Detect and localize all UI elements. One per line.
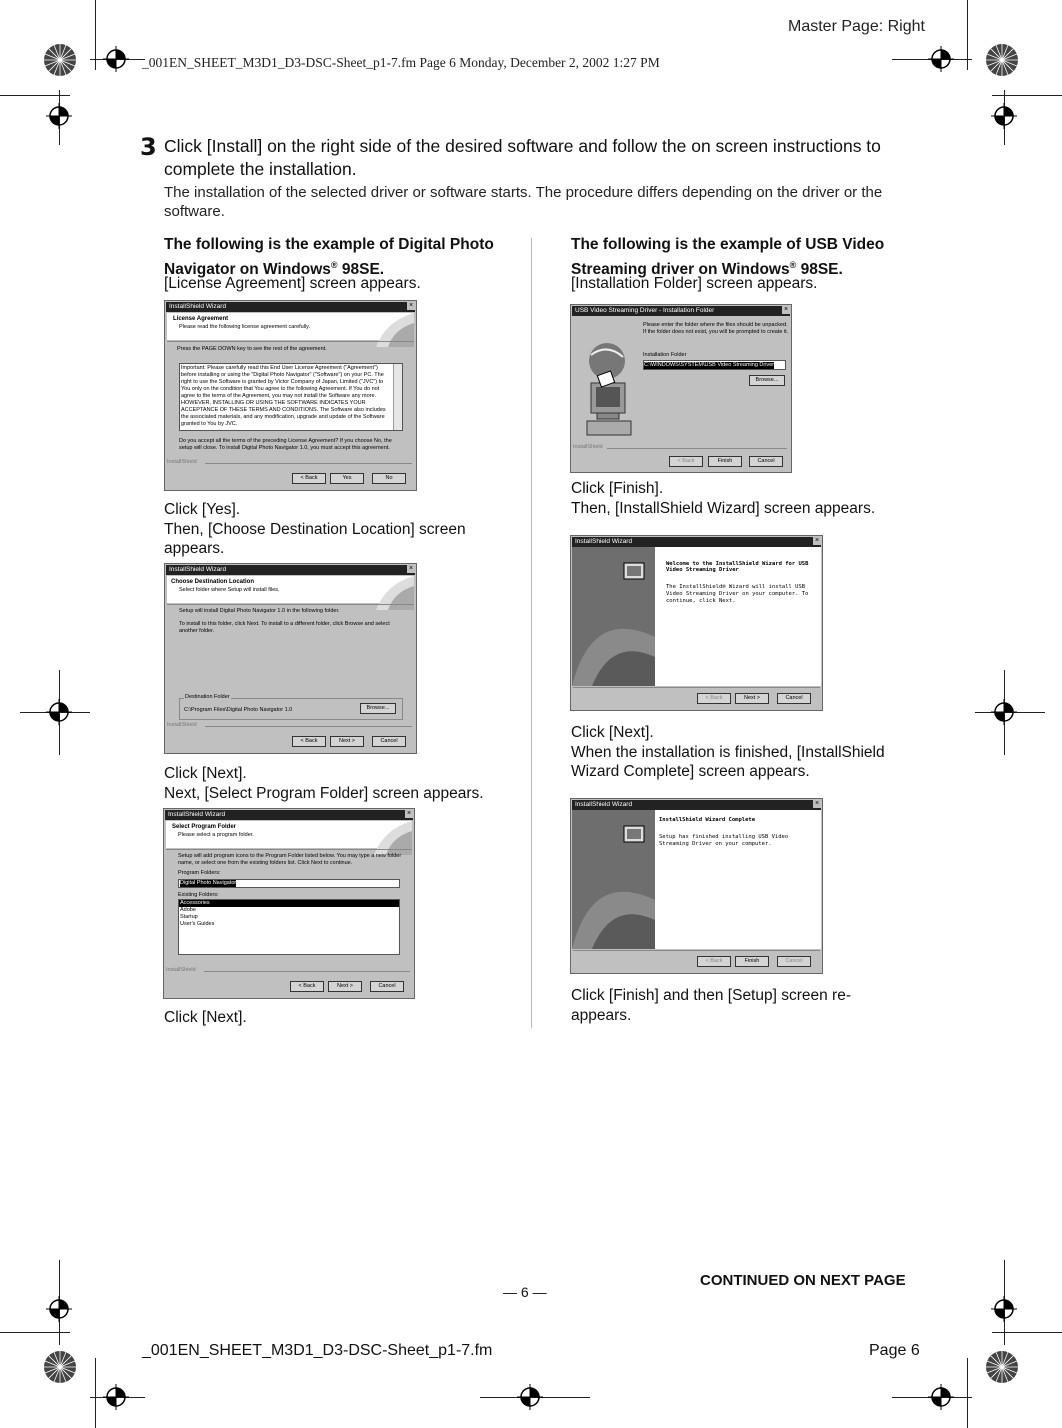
installshield-footer: InstallShield [573, 444, 603, 450]
dialog-titlebar: InstallShield Wizard [572, 800, 821, 810]
wizard-side-graphic [572, 547, 655, 686]
separator [205, 726, 412, 727]
dialog-header [167, 313, 414, 340]
back-button[interactable]: < Back [292, 473, 326, 484]
program-folder-input[interactable] [178, 879, 400, 888]
starburst-target-icon [43, 43, 77, 77]
welcome-heading: Welcome to the InstallShield Wizard for USB Video Streaming Driver [666, 561, 809, 573]
footer-page-label: Page 6 [869, 1342, 920, 1359]
registered-mark: ® [789, 260, 797, 270]
program-folder-value: Digital Photo Navigator [180, 880, 237, 886]
license-text-box[interactable] [179, 363, 403, 431]
program-folders-label: Program Folders: [178, 870, 221, 876]
back-button[interactable]: < Back [697, 693, 731, 704]
right-heading-text: Streaming driver on Windows [571, 261, 790, 279]
installation-folder-label: Installation Folder [643, 352, 687, 358]
registration-mark-icon [103, 46, 129, 72]
create-folder-hint: If the folder does not exist, you will be prompted to create it. [643, 329, 789, 335]
cancel-button[interactable]: Cancel [749, 456, 783, 467]
browse-button[interactable]: Browse... [749, 375, 785, 386]
program-folder-appears-text: Next, [Select Program Folder] screen appears. [164, 784, 484, 802]
right-heading-line1: The following is the example of USB Video [571, 236, 885, 253]
welcome-panel [655, 547, 821, 686]
dialog-heading: Select Program Folder [172, 824, 237, 830]
crop-line [992, 95, 1062, 96]
right-heading-version: 98SE. [796, 261, 843, 279]
accept-question: Do you accept all the terms of the preceding License Agreement? If you choose No, the setup will close. To install Digital Photo Navigator 1.0, you must accept this agreement. [179, 438, 392, 451]
destination-group [179, 694, 403, 720]
dialog-titlebar: InstallShield Wizard [166, 302, 415, 312]
no-button[interactable]: No [372, 473, 406, 484]
registration-mark-icon [928, 1384, 954, 1410]
cancel-button[interactable]: Cancel [777, 693, 811, 704]
close-icon: × [406, 810, 412, 817]
unpack-instruction: Please enter the folder where the files should be unpacked. [643, 322, 788, 328]
starburst-target-icon [985, 1350, 1019, 1384]
registration-mark-icon [991, 699, 1017, 725]
dialog-titlebar: InstallShield Wizard [165, 810, 413, 820]
welcome-body: The InstallShield® Wizard will install USB Video Streaming Driver on your computer. To continue, click Next. [666, 584, 809, 604]
folder-list-item[interactable]: Adobe [180, 907, 196, 913]
footer-file-name: _001EN_SHEET_M3D1_D3-DSC-Sheet_p1-7.fm [142, 1342, 493, 1359]
folder-list-item[interactable]: Accessories [179, 900, 399, 907]
close-icon: × [408, 302, 414, 309]
installshield-footer: InstallShield [167, 722, 197, 728]
dialog-heading: License Agreement [173, 316, 229, 322]
installation-folder-path: C:\WINDOWS\SYSTEM\USB Video Streaming Driver [644, 362, 775, 368]
installation-folder-screenshot [570, 304, 792, 473]
next-button[interactable]: Next > [330, 736, 364, 747]
starburst-target-icon [43, 1350, 77, 1384]
registration-mark-icon [46, 1296, 72, 1322]
dialog-header [166, 821, 412, 848]
separator [166, 849, 412, 850]
dialog-titlebar: USB Video Streaming Driver - Installation Folder [572, 306, 790, 316]
cancel-button[interactable]: Cancel [372, 736, 406, 747]
dialog-subheading: Please select a program folder. [178, 832, 254, 838]
destination-appears-text: Then, [Choose Destination Location] screen appears. [164, 520, 466, 557]
click-finish-text: Click [Finish]. [571, 480, 664, 497]
next-button[interactable]: Next > [328, 981, 362, 992]
back-button[interactable]: < Back [292, 736, 326, 747]
registration-mark-icon [928, 46, 954, 72]
step-instruction: Click [Install] on the right side of the desired software and follow the on screen instructions to complete the installation. [164, 136, 881, 179]
starburst-target-icon [985, 43, 1019, 77]
welcome-wizard-screenshot [570, 535, 823, 711]
next-button[interactable]: Next > [735, 693, 769, 704]
installshield-footer: InstallShield [166, 967, 196, 973]
left-after-shot1 [164, 500, 514, 559]
crop-line [967, 1358, 968, 1428]
cancel-button[interactable]: Cancel [777, 956, 811, 967]
wizard-appears-text: Then, [InstallShield Wizard] screen appears. [571, 499, 876, 517]
computer-globe-icon [577, 323, 637, 441]
column-divider [531, 238, 532, 1028]
registration-mark-icon [103, 1384, 129, 1410]
back-button[interactable]: < Back [669, 456, 703, 467]
separator [573, 950, 820, 951]
existing-folders-label: Existing Folders: [178, 892, 219, 898]
right-after-shot1 [571, 479, 921, 518]
cancel-button[interactable]: Cancel [370, 981, 404, 992]
registration-mark-icon [991, 103, 1017, 129]
dialog-titlebar: InstallShield Wizard [572, 537, 821, 547]
crop-line [992, 1332, 1062, 1333]
close-icon: × [783, 306, 789, 313]
left-heading-text: Navigator on Windows [164, 261, 331, 279]
complete-heading: InstallShield Wizard Complete [659, 817, 756, 823]
close-icon: × [408, 565, 414, 572]
right-after-shot3: Click [Finish] and then [Setup] screen re-appears. [571, 987, 851, 1024]
license-intro: [License Agreement] screen appears. [164, 275, 421, 292]
page-down-hint: Press the PAGE DOWN key to see the rest of the agreement. [177, 346, 327, 352]
back-button[interactable]: < Back [290, 981, 324, 992]
wizard-side-graphic [572, 810, 655, 949]
page-number: — 6 — [503, 1284, 547, 1300]
separator [205, 463, 412, 464]
crop-line [0, 1332, 70, 1333]
installshield-footer: InstallShield [167, 459, 197, 465]
step-number: 3 [140, 133, 157, 161]
finish-button[interactable]: Finish [735, 956, 769, 967]
left-heading-version: 98SE. [337, 261, 385, 279]
close-icon: × [814, 800, 820, 807]
click-next-text: Click [Next]. [164, 765, 247, 782]
install-folder-intro: [Installation Folder] screen appears. [571, 275, 818, 292]
left-heading-line1: The following is the example of Digital Photo [164, 236, 494, 253]
dialog-subheading: Please read the following license agreement carefully. [179, 324, 311, 330]
folder-list-item[interactable]: Startup [180, 914, 198, 920]
left-after-shot2 [164, 764, 524, 803]
program-folder-hint: Setup will add program icons to the Program Folder listed below. You may type a new folder name, or select one from the existing folders list. Click Next to continue. [178, 853, 402, 866]
wizard-complete-screenshot [570, 798, 823, 974]
separator [167, 604, 414, 605]
registration-mark-icon [46, 699, 72, 725]
click-yes-text: Click [Yes]. [164, 501, 241, 518]
close-icon: × [814, 537, 820, 544]
click-next-text: Click [Next]. [571, 724, 654, 741]
registration-mark-icon [517, 1384, 543, 1410]
crop-line [95, 1358, 96, 1428]
license-agreement-screenshot [164, 300, 417, 491]
wizard-complete-appears-text: When the installation is finished, [InstallShield Wizard Complete] screen appears. [571, 743, 885, 780]
separator [607, 448, 787, 449]
install-location-text: Setup will install Digital Photo Navigator 1.0 in the following folder. [179, 608, 340, 614]
left-after-shot3: Click [Next]. [164, 1009, 247, 1026]
complete-panel [655, 810, 821, 949]
separator [167, 341, 414, 342]
registration-mark-icon [991, 1296, 1017, 1322]
complete-body: Setup has finished installing USB Video Streaming Driver on your computer. [659, 834, 789, 847]
finish-button[interactable]: Finish [708, 456, 742, 467]
file-info-header: _001EN_SHEET_M3D1_D3-DSC-Sheet_p1-7.fm Page 6 Monday, December 2, 2002 1:27 PM [142, 55, 660, 70]
step-note: The installation of the selected driver or software starts. The procedure differs depending on the driver or the software. [164, 184, 883, 220]
separator [573, 687, 820, 688]
destination-group-label: Destination Folder [185, 694, 230, 700]
registered-mark: ® [330, 260, 338, 270]
folder-list-item[interactable]: User's Guides [180, 921, 215, 927]
destination-location-screenshot [164, 563, 417, 754]
dialog-subheading: Select folder where Setup will install files. [179, 587, 280, 593]
destination-path: C:\Program Files\Digital Photo Navigator 1.0 [184, 707, 293, 713]
continued-notice: CONTINUED ON NEXT PAGE [700, 1272, 906, 1289]
yes-button[interactable]: Yes [330, 473, 364, 484]
browse-hint-text: To install to this folder, click Next. To install to a different folder, click Browse and select another folder. [179, 621, 390, 634]
browse-button[interactable]: Browse... [360, 703, 396, 714]
right-after-shot2 [571, 723, 921, 782]
dialog-heading: Choose Destination Location [171, 579, 255, 585]
dialog-titlebar: InstallShield Wizard [166, 565, 415, 575]
scrollbar[interactable] [393, 364, 402, 430]
separator [204, 971, 410, 972]
master-page-label: Master Page: Right [788, 18, 925, 35]
registration-mark-icon [46, 103, 72, 129]
program-folder-screenshot [163, 808, 415, 999]
existing-folders-list[interactable] [178, 899, 400, 955]
installation-folder-input[interactable] [643, 360, 786, 370]
back-button[interactable]: < Back [697, 956, 731, 967]
license-body-text: Important: Please carefully read this End User License Agreement ("Agreement") before installing or using the "Digital Photo Navigator" ("Software") on your PC. The right to use the Software is granted by Victor Company of Japan, Limited ("JVC") to You only on the condition that You agree to the following Agreement. If You do not agree to the terms of the Agreement, you may not install the Software any more. HOWEVER, INSTALLING OR USING THE SOFTWARE INDICATES YOUR ACCEPTANCE OF THESE TERMS AND CONDITIONS. The Software also includes the associated materials, and any modification, upgrade and update of the Software granted to You by JVC. [181, 365, 386, 427]
dialog-header [167, 576, 414, 603]
